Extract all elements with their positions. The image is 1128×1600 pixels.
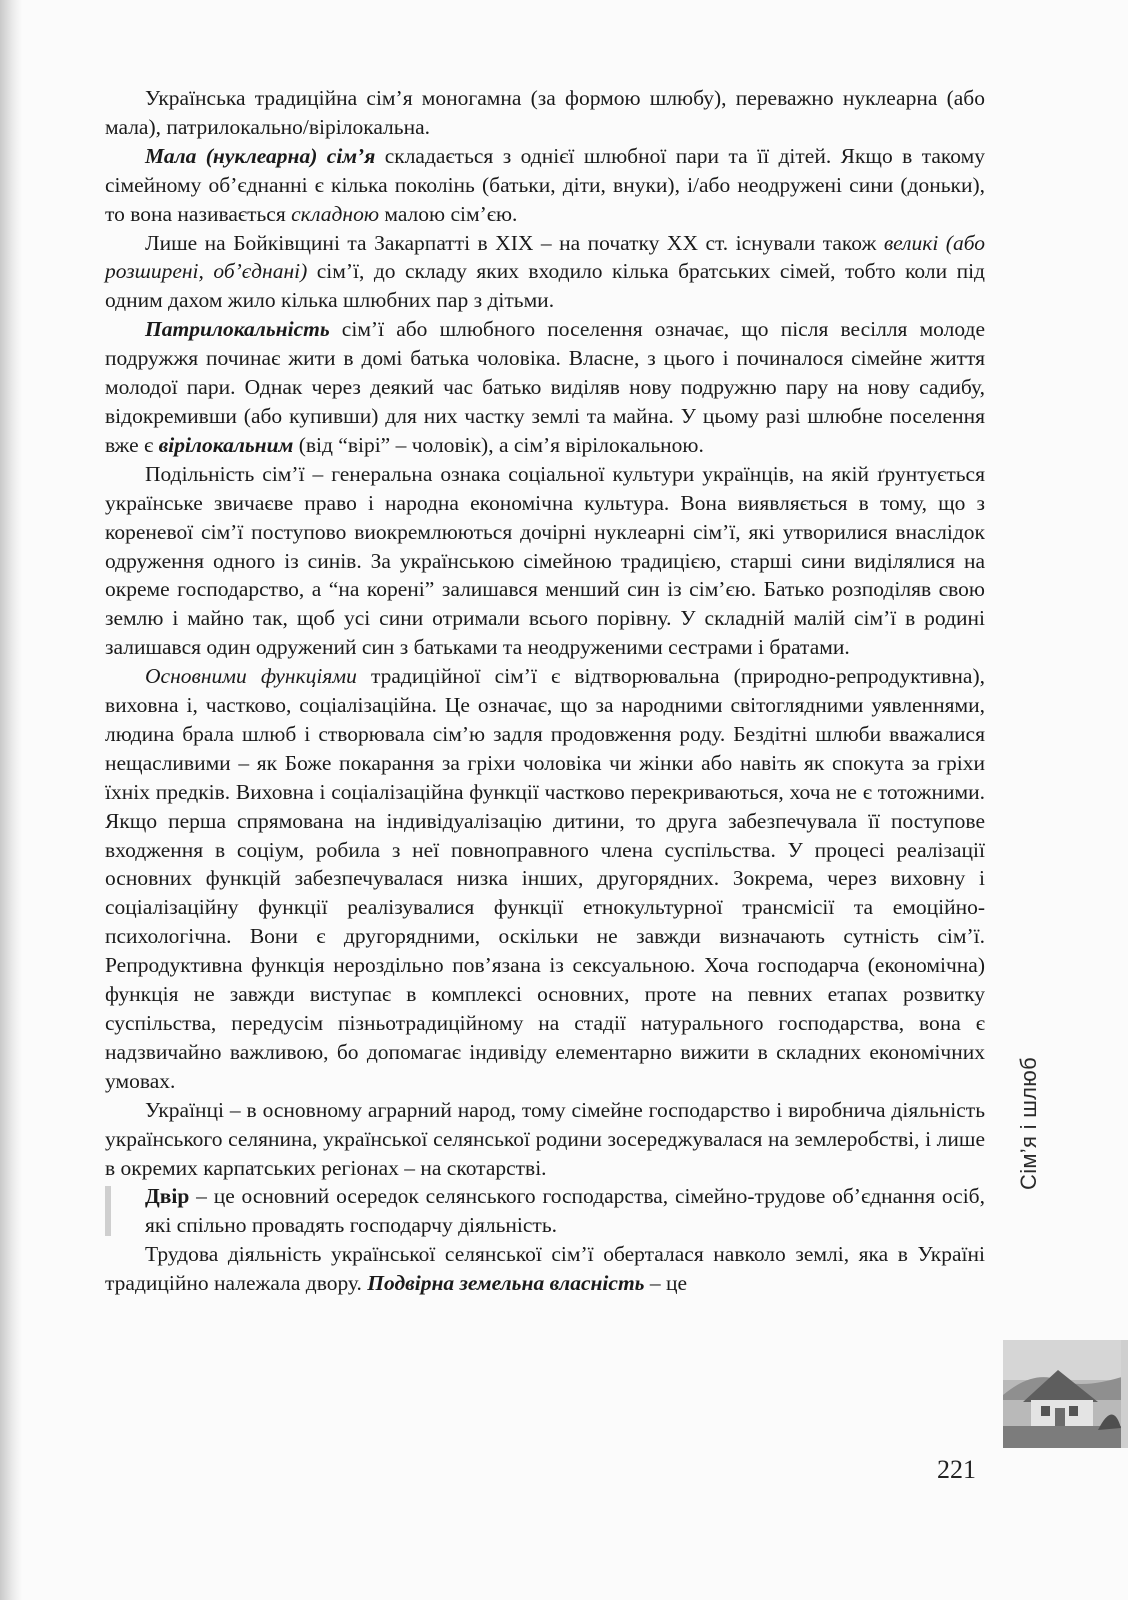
italic-main-functions: Основними функціями	[145, 664, 357, 689]
page-number: 221	[937, 1455, 976, 1484]
page-edge-shadow	[0, 0, 22, 1600]
term-nuclear-family: Мала (нуклеарна) сім’я	[145, 143, 376, 168]
paragraph-4: Патрилокальність сім’ї або шлюбного поселення означає, що після весілля молоде подружжя починає жити в домі батька чоловіка. Власне, з цього і починалося сімейне життя молодої пари. Однак через деякий час батько виділяв нову подружню пару на нову садибу, відокремивши (або купивши) для них частку землі та майна. У цьому разі шлюбне поселення вже є вірілокальним (від “вірі” – чоловік), а сім’я вірілокальною.	[105, 317, 985, 457]
italic-complex: складною	[291, 201, 379, 226]
definition-bar	[105, 1186, 111, 1236]
village-house-image	[1003, 1340, 1128, 1448]
term-virilocal: вірілокальним	[158, 432, 294, 457]
paragraph-6: Основними функціями традиційної сім’ї є відтворювальна (природно-репродуктивна), виховна і, частково, соціалізаційна. Це означає, що за народними світоглядними уявленнями, людина брала шлюб і створювала сім’ю задля продовження роду. Бездітні шлюби вважалися нещасливими – як Боже покарання за гріхи чоловіка чи жінки або навіть як спокута за гріхи їхніх предків. Виховна і соціалізаційна функції частково перекриваються, хоча не є тотожними. Якщо перша спрямована на індивідуалізацію дитини, то друга забезпечувала її поступове входження в соціум, робила з неї повноправного члена суспільства. У процесі реалізації основних функцій забезпечувалася низка інших, другорядних. Зокрема, через виховну і соціалізаційну функції реалізувалися функції етнокультурної трансмісії та емоційно-психологічна. Вони є другорядними, оскільки не завжди визначають сутність сім’ї. Репродуктивна функція нероздільно пов’язана із сексуальною. Хоча господарча (економічна) функція не завжди виступає в комплексі основних, проте на певних етапах розвитку суспільства, передусім пізньотрадиційному на стадії натурального господарства, вона є надзвичайно важливою, бо допомагає індивіду елементарно вижити в складних економічних умовах.	[105, 664, 985, 1093]
paragraph-1: Українська традиційна сім’я моногамна (за формою шлюбу), переважно нуклеарна (або мала), патрилокально/вірілокальна.	[105, 86, 985, 139]
term-dvir: Двір	[145, 1184, 190, 1209]
paragraph-8: Трудова діяльність української селянської сім’ї оберталася навколо землі, яка в Україні традиційно належала двору. Подвірна земельна власність – це	[105, 1242, 985, 1296]
definition-box: Двір – це основний осередок селянського господарства, сімейно-трудове об’єднання осіб, які спільно провадять господарчу діяльність.	[105, 1182, 985, 1240]
italic-extended-family: великі (або розширені, об’єднані)	[105, 230, 985, 284]
term-patrilocality: Патрилокальність	[145, 317, 330, 342]
paragraph-3: Лише на Бойківщині та Закарпатті в XIX – на початку XX ст. існували також великі (або розширені, об’єднані) сім’ї, до складу яких входило кілька братських сімей, тобто коли під одним дахом жило кілька шлюбних пар з дітьми.	[105, 230, 985, 313]
term-household-land-ownership: Подвірна земельна власність	[367, 1271, 645, 1296]
paragraph-2: Мала (нуклеарна) сім’я складається з однієї шлюбної пари та її дітей. Якщо в такому сімейному об’єднанні є кілька поколінь (батьки, діти, внуки), і/або неодружені сини (доньки), то вона називається складною малою сім’єю.	[105, 143, 985, 226]
side-section-title: Сім’я і шлюб	[1016, 1056, 1041, 1190]
body-text	[105, 84, 985, 1298]
paragraph-7: Українці – в основному аграрний народ, тому сімейне господарство і виробнича діяльність українського селянина, української селянської родини зосереджувалася на землеробстві, і лише в окремих карпатських регіонах – на скотарстві.	[105, 1097, 985, 1180]
paragraph-5: Подільність сім’ї – генеральна ознака соціальної культури українців, на якій ґрунтується українське звичаєве право і народна економічна культура. Вона виявляється в тому, що з кореневої сім’ї поступово виокремлюються дочірні нуклеарні сім’ї, які утворилися внаслідок одруження одного із синів. За українською сімейною традицією, старші сини виділялися на окреме господарство, а “на корені” залишався менший син із сім’єю. Батько розподіляв свою землю і майно так, щоб усі сини отримали всього порівну. У складній малій сім’ї в родині залишався один одружений син з батьками та неодруженими сестрами і братами.	[105, 461, 985, 660]
